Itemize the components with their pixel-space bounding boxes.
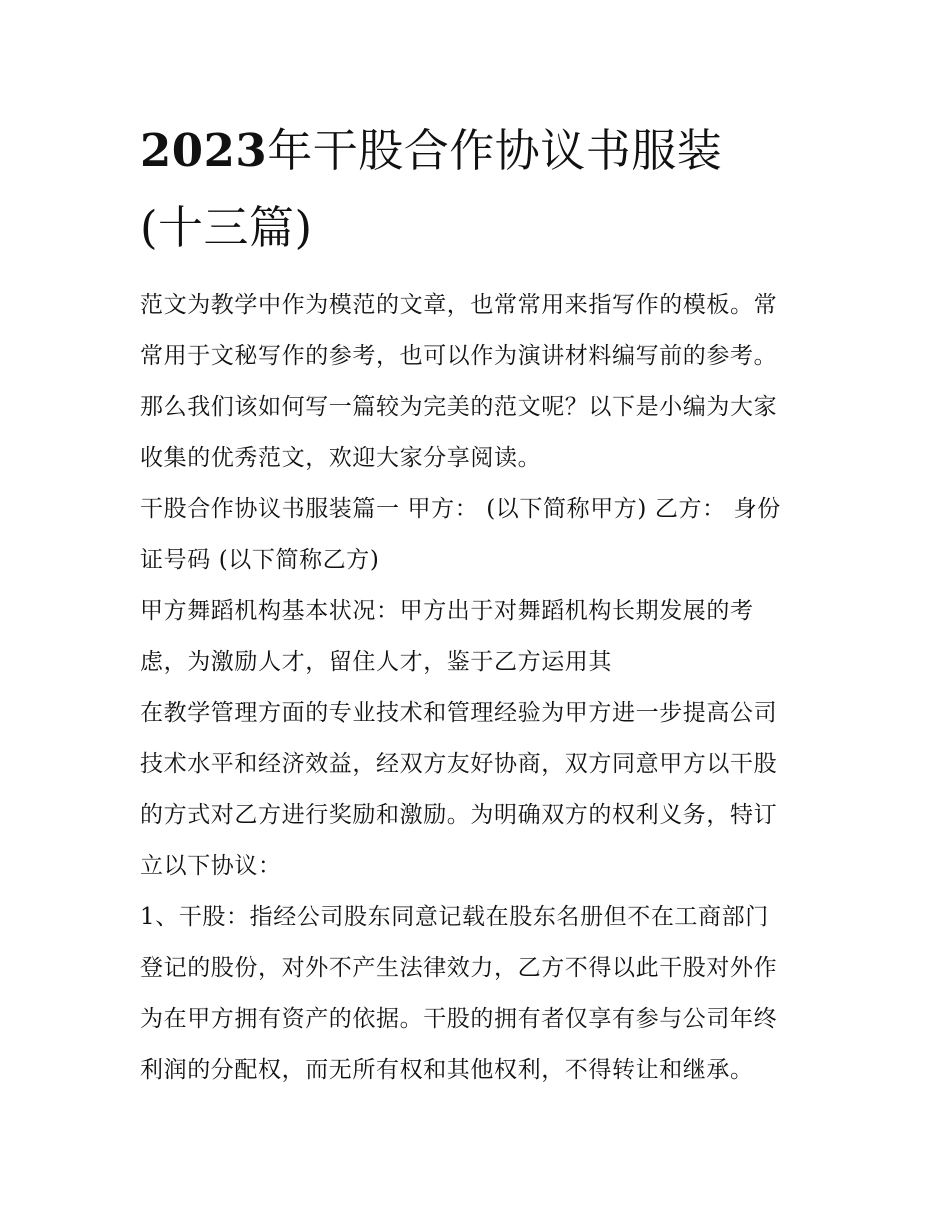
text-line: 立以下协议： (140, 853, 282, 879)
title-year: 2023 (140, 124, 268, 177)
text-line: 范文为教学中作为模范的文章，也常常用来指写作的模板。常 (140, 292, 778, 318)
paragraph-intro (140, 280, 820, 484)
paragraph-clause-1 (140, 892, 820, 1096)
text-line: 常用于文秘写作的参考，也可以作为演讲材料编写前的参考。 (140, 343, 778, 369)
text-line: 干股合作协议书服装篇一 甲方： (以下简称甲方) 乙方： 身份 (140, 496, 781, 522)
text-line: 登记的股份，对外不产生法律效力，乙方不得以此干股对外作 (140, 955, 778, 981)
text-line: 1、干股：指经公司股东同意记载在股东名册但不在工商部门 (140, 904, 769, 930)
text-line: 虑，为激励人才，留住人才，鉴于乙方运用其 (140, 649, 612, 675)
text-line: 收集的优秀范文，欢迎大家分享阅读。 (140, 445, 542, 471)
title-text: 年干股合作协议书服装 (267, 124, 723, 177)
text-line: 证号码 (以下简称乙方) (140, 547, 380, 573)
text-line: 的方式对乙方进行奖励和激励。为明确双方的权利义务，特订 (140, 802, 778, 828)
document-page (140, 112, 820, 1096)
title-subtitle: (十三篇) (140, 201, 313, 254)
text-line: 技术水平和经济效益，经双方友好协商，双方同意甲方以干股 (140, 751, 778, 777)
paragraph-background (140, 586, 820, 688)
text-line: 那么我们该如何写一篇较为完美的范文呢？以下是小编为大家 (140, 394, 778, 420)
document-body (140, 280, 820, 1096)
text-line: 为在甲方拥有资产的依据。干股的拥有者仅享有参与公司年终 (140, 1006, 778, 1032)
paragraph-purpose (140, 688, 820, 892)
paragraph-parties (140, 484, 820, 586)
text-line: 甲方舞蹈机构基本状况：甲方出于对舞蹈机构长期发展的考 (140, 598, 754, 624)
text-line: 利润的分配权，而无所有权和其他权利，不得转让和继承。 (140, 1057, 754, 1083)
text-line: 在教学管理方面的专业技术和管理经验为甲方进一步提高公司 (140, 700, 778, 726)
document-title (140, 112, 820, 266)
